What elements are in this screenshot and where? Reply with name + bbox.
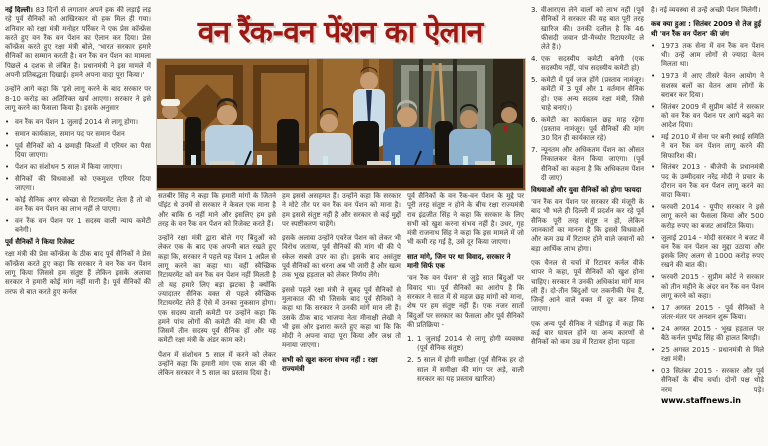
bullet-icon: • [5,174,10,183]
list-item-text: सितंबर 2013 - बीजेपी के प्रधानमंत्री पद के उम्मीदवार नरेंद्र मोदी ने प्रचार के दौरान वन रैंक वन पेंशन लागू करने का वादा किया। [661,163,764,200]
item-number: 4. [531,54,538,63]
list-item-text: 1 जुलाई 2014 से लागू होगी व्यवस्था (पूर्व सैनिक संतुष्ट) [417,335,524,353]
list-item [531,6,644,52]
list-item [531,146,644,183]
list-item-text: 03 सितंबर 2015 - सरकार और पूर्व सैनिकों के बीच चर्चा। दोनों पक्ष थोड़े नरम पड़े। www.staffnews.in [661,366,764,405]
list-item [651,367,764,406]
bullet-icon: • [651,163,656,172]
paragraph: इससे पहले रक्षा मंत्री ने सुबह पूर्व सैनिकों से मुलाकात की थी जिसके बाद पूर्व सैनिकों ने कहा था कि सरकार ने उनकी मांगें मान ली हैं। उसके ठीक बाद भाजपा नेता मीनाक्षी लेखी ने भी इस ओर इशारा करते हुए कहा था कि कि मोदी ने अपना वादा पूरा किया और जश्न तो मनाया जाएगा। [282,285,401,350]
article-column-4 [407,192,524,444]
bullet-icon: • [651,233,656,242]
list-item-text: कोई सैनिक अगर स्वेच्छा से रिटायरमेंट लेता है तो वो वन रैंक वन पेंशन का लाभ नहीं ले पाएगा। [15,195,151,214]
paragraph: नई दिल्ली। 83 दिनों से लगातार अपने हक की लड़ाई लड़ रहे पूर्व सैनिकों को आखिरकार वो हक मिल ही गया। शनिवार को रक्षा मंत्री मनोहर पर्रिकर ने एक प्रेस कॉन्फ्रेंस करते हुए वन रैंक वन पेंशन का ऐलान कर दिया। प्रेस कॉन्फ्रेंस करते हुए रक्षा मंत्री बोले, 'भारत सरकार हमारे सैनिकों का सम्मान करती है। वन रैंक वन पेंशन का मामला पिछले 4 दशक से लंबित है। प्रधानमंत्री ने इस मामले में अपनी प्रतिबद्धता दिखाई। हमने अपना वादा पूरा किया।' [5,6,151,80]
list-item [651,103,764,131]
article-column-timeline [651,6,764,444]
article-column-2 [158,192,276,444]
list-item-text: वीआरएस लेने वालों को लाभ नहीं (पूर्व सैनिकों ने सरकार की यह बात पूरी तरह खारिज की। उनकी दलील है कि 46 फीसदी जवान प्री-मैच्योर रिटायरमेंट ले लेते हैं।) [541,6,644,52]
list-item [407,356,524,384]
list-item [651,72,764,100]
list-item [651,234,764,271]
list-item [651,346,764,365]
bullet-icon: • [651,345,656,354]
bullet-icon: • [651,41,656,50]
section-heading: विधवाओं और युवा सैनिकों को होगा फायदा [531,185,642,194]
bullet-icon: • [651,366,656,375]
item-number: 6. [531,115,538,124]
paragraph: रक्षा मंत्री की प्रेस कॉन्फ्रेंस के ठीक बाद पूर्व सैनिकों ने प्रेस कॉन्फ्रेंस करते हुए कहा कि सरकार ने वन रैंक वन पेंशन लागू किया जिससे हम संतुष्ट हैं लेकिन इसके अलावा सरकार ने हमारी कोई मांग नहीं मानी है। पूर्व सैनिकों की तरफ से बात करते हुए कर्नल [5,250,151,296]
bullet-icon: • [651,203,656,212]
bullet-icon: • [5,118,10,127]
paragraph: 'वन रैंक वन पेंशन' से जुड़े सात बिंदुओं पर विवाद था। पूर्व सैनिकों का आरोप है कि सरकार ने सात में से महज छह मांगों को माना, शेष पर हम संतुष्ट नहीं हैं। एक नजर सातों बिंदुओं पर सरकार का फैसला और पूर्व सैनिकों की प्रतिक्रिया - [407,274,524,329]
bullet-icon: • [651,133,656,142]
list-item-text: पेंशन का संशोधन 5 साल में किया जाएगा। [15,162,123,171]
list-item-text: 5 साल में होगी समीक्षा (पूर्व सैनिक हर दो साल में समीक्षा की मांग पर अड़े, वाली सरकार का यह प्रस्ताव खारिज) [417,356,524,383]
paragraph: हम इससे असहमत हैं। उन्होंने कहा कि सरकार ने मोटे तौर पर वन रैंक वन पेंशन को माना है। हम इससे संतुष्ट नहीं है और सरकार से कई मुद्दों पर स्पष्टीकरण चाहेंगे। [282,192,401,228]
section-heading: कब क्या हुआ : सितंबर 2009 से तेज हुई थी 'वन रैंक वन पेंशन' की जंग [651,20,762,38]
bullet-icon: • [651,102,656,111]
bullet-icon: • [5,195,10,204]
list-item [5,196,151,215]
paragraph: 'वन रैंक वन पेंशन पर सरकार की मंजूरी के बाद भी भले ही दिल्ली में प्रदर्शन कर रहे पूर्व सैनिक पूरी तरह संतुष्ट न हो, लेकिन जानकारों का मानना है कि इससे विधवाओं और कम उम्र में रिटायर होने वाले जवानों को बड़ा आर्थिक लाभ होगा। [531,198,644,253]
list-item-text: 1973 तक सेना में वन रैंक वन पेंशन थी। उन्हें आम लोगों से ज्यादा वेतन मिलता था। [661,41,764,69]
bullet-icon: • [5,130,10,139]
list-item-text: 17 अगस्त 2015 - पूर्व सैनिकों ने जंतर-मंतर पर अनशन शुरू किया। [661,303,764,321]
item-number: 5. [531,76,538,85]
item-number: 1. [407,335,414,344]
press-conference-photo [156,58,526,191]
list-item [5,130,151,139]
list-item-text: 1973 में आए तीसरे वेतन आयोग ने सशस्त्र बलों का वेतन आम लोगों के बराबर कर दिया। [661,72,764,99]
list-item-text: कमेटी का कार्यकाल छह माह रहेगा (प्रस्ताव नामंजूर। पूर्व सैनिकों की मांग 30 दिन ही कार्यकाल रहे) [541,115,644,143]
list-item-text: समान कार्यकाल, समान पद पर समान पेंशन [15,130,125,139]
bullet-icon: • [651,273,656,282]
list-item [531,76,644,113]
paragraph: पेंशन में संशोधन 5 साल में करने को लेकर उन्होंने कहा कि हमारी मांग एक साल की थी लेकिन सरकार ने 5 साल का प्रस्ताव दिया है। [158,350,276,378]
list-item [651,163,764,200]
section-heading: सात मांगे, जिन पर था विवाद, सरकार ने मानी सिर्फ एक [407,252,511,271]
article-column-5 [531,6,644,444]
item-number: 7. [531,146,538,155]
list-item-text: एक सदस्यीय कमेटी बनेगी (एक सदस्यीय नहीं, पांच सदस्यीय कमेटी हो) [541,54,644,73]
list-item-text: सितंबर 2009 में सुप्रीम कोर्ट ने सरकार को वन रैंक वन पेंशन पर आगे बढ़ने का आदेश दिया। [661,102,764,130]
list-item [651,133,764,161]
bullet-icon: • [651,303,656,312]
list-item [651,42,764,70]
list-item-text: फरवरी 2014 - यूपीए सरकार ने इसे लागू करने का फैसला किया और 500 करोड़ रुपए का बजट आवंटित किया। [661,203,764,230]
list-item [651,304,764,323]
bullet-icon: • [5,216,10,225]
list-item [5,175,151,194]
headline: वन रैंक-वन पेंशन का ऐलान [197,14,483,50]
paragraph: एक अन्य पूर्व सैनिक ने चंडीगढ़ में कहा कि कई बार घायल होने या अन्य कारणों से सैनिकों को कम उम्र में रिटायर होना पड़ता [531,319,644,347]
press-conference-photo-graphic [157,59,523,188]
list-item-text: 24 अगस्त 2015 - भूख हड़ताल पर बैठे कर्नल पुष्पेंद्र सिंह की हालत बिगड़ी। [661,324,764,342]
paragraph: इसके अलावा उन्होंने एवरेज पेंशन को लेकर भी विरोध जताया, पूर्व सैनिकों की मांग थी की पे स्केल सबसे उपर का हो। इसके बाद असंतुष्ट पूर्व सैनिकों का धरना अब भी जारी है और खत्म तक भूख हड़ताल को लेकर निर्णय लेंगे। [282,234,401,280]
dateline: नई दिल्ली। [5,6,36,14]
article-column-3 [282,192,401,444]
list-item [651,203,764,231]
list-item-text: न्यूनतम और अधिकतम पेंशन का औसत निकालकर वेतन किया जाएगा। (पूर्व सैनिकों का कहना है कि अधिकतम पेंशन दी जाए) [541,146,644,183]
list-item-text: फरवरी 2015 - सुप्रीम कोर्ट ने सरकार को तीन महीने के अंदर वन रैंक वन पेंशन लागू करने को कहा। [661,273,764,300]
paragraph: उन्होंने रक्षा मंत्री द्वारा बोले गए बिंदुओं को लेकर एक के बाद एक अपनी बात रखते हुए कहा कि, सरकार ने पहले यह पेंशन 1 अप्रैल से लागू करने का कहा था। वहीं स्वैच्छिक रिटायरमेंट को वन रैंक वन पेंशन नहीं मिलती है तो यह हमारे लिए बड़ा झटका है क्योंकि ज्यादातर सैनिक वक्त से पहले स्वैच्छिक रिटायरमेंट लेते हैं ऐसे में उनका नुकसान होगा। एक सदस्य वाली कमेटी पर उन्होंने कहा कि हमने पांच लोगों की कमेटी की मांग की थी जिसमें तीन सदस्य पूर्व सैनिक हों और यह कमेटी रक्षा मंत्री के अंडर काम करे। [158,234,276,345]
paragraph: उन्होंने आगे कहा कि 'इसे लागू करने के बाद सरकार पर 8-10 करोड़ का अतिरिक्त खर्च आएगा। सरकार ने इसे लागू करने का फैसला किया है। इसके अनुसार [5,85,151,112]
bullet-icon: • [5,141,10,150]
list-item [5,217,151,236]
list-item-text: कमेटी में पूर्व जज होंगे (प्रस्ताव नामंजूर। कमेटी में 3 पूर्व और 1 वर्तमान सैनिक हो। एक अन्य सदस्य रक्षा मंत्री, जिसे चाहे बनाएं।) [541,76,644,112]
paragraph: एक चैनल से चर्चा में रिटायर कर्नल वीके थापर ने कहा, पूर्व सैनिकों को खुश होना चाहिए। सरकार ने उनकी अधिकांश मांगें मान ली हैं। दो-तीन बिंदुओं पर तकनीकी पेच हैं, जिन्हें आने वाले वक्त में दूर कर लिया जाएगा। [531,258,644,314]
bullet-icon: • [651,324,656,333]
list-item [407,335,524,354]
bullet-icon: • [5,162,10,171]
list-item-text: वन रैंक वन पेंशन 1 जुलाई 2014 से लागू होगा। [15,118,139,127]
list-item [5,142,151,161]
article-column-1 [5,6,151,442]
paragraph: है। नई व्यवस्था से उन्हें अच्छी पेंशन मिलेगी। [651,6,761,14]
item-number: 3. [531,6,538,14]
list-item [5,163,151,172]
list-item-text: सैनिकों की विधवाओं को एकमुश्त एरियर दिया जाएगा। [15,174,151,193]
paragraph: सतबीर सिंह ने कहा कि हमारी मांगों के जितने पॉइंट थे उनमें से सरकार ने केवल एक माना है और बाकि 6 नहीं माने और इसलिए हम इसे तरह के वन रैंक वन पेंशन को रिजेक्ट करते हैं। [158,192,276,228]
list-item-text: मई 2010 में सेना पर बनी स्थाई समिति ने वन रैंक वन पेंशन लागू करने की सिफारिश की। [661,133,764,160]
list-item [5,118,151,127]
list-item-text: 25 अगस्त 2015 - प्रधानमंत्री से मिले रक्षा मंत्री। [661,345,764,364]
list-item [651,273,764,301]
list-item-text: जुलाई 2014 - मोदी सरकार ने बजट में वन रैंक वन पेंशन का मुद्दा उठाया और इसके लिए अलग से 1000 करोड़ रुपए रखने की बात की। [661,233,764,270]
list-item [531,55,644,74]
list-item-text: वन रैंक वन पेंशन पर 1 सदस्य वाली न्याय कमेटी बनेगी। [15,216,151,235]
item-number: 2. [407,356,414,365]
website-url: www.staffnews.in [661,395,741,405]
bullet-icon: • [651,72,656,81]
list-item [651,325,764,344]
list-item [531,116,644,144]
paragraph: पूर्व सैनिकों के वन रैंक-वन पेंशन के मुद्दे पर पूरी तरह संतुष्ट न होने के बीच रक्षा राज्यमंत्री राव इंद्रजीत सिंह ने कहा कि सरकार के लिए सभी को खुश करना संभव नहीं है। उधर, गृह मंत्री राजनाथ सिंह ने कहा कि इस मामले में जो भी कमी रह गई है, उसे दूर किया जाएगा। [407,192,524,247]
section-heading: सभी को खुश करना संभव नहीं : रक्षा राज्यमंत्री [282,355,378,374]
section-heading: पूर्व सैनिकों ने किया रिजेक्ट [5,238,75,247]
list-item-text: पूर्व सैनिकों को 4 छमाही किश्तों में एरियर का पैसा दिया जाएगा। [15,141,151,160]
